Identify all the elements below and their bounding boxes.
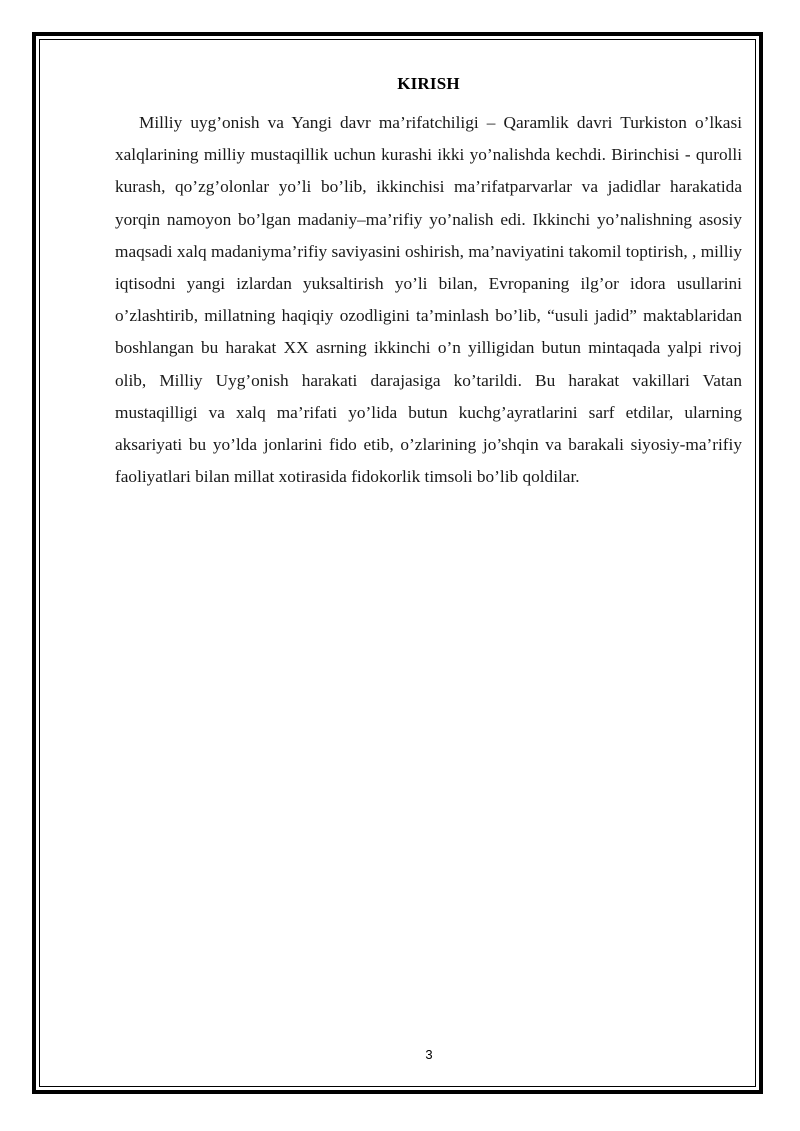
section-title: KIRISH (397, 74, 460, 93)
page-content (115, 74, 742, 493)
body-paragraph: Milliy uyg’onish va Yangi davr ma’rifatchiligi – Qaramlik davri Turkiston o’lkasi xalqlarining milliy mustaqillik uchun kurashi ikki yo’nalishda kechdi. Birinchisi - qurolli kurash, qo’zg’olonlar yo’li bo’lib, ikkinchisi ma’rifatparvarlar va jadidlar harakatida yorqin namoyon bo’lgan madaniy–ma’rifiy yo’nalish edi. Ikkinchi yo’nalishning asosiy maqsadi xalq madaniyma’rifiy saviyasini oshirish, ma’naviyatini takomil toptirish, , milliy iqtisodni yangi izlardan yuksaltirish yo’li bilan, Evropaning ilg’or idora usullarini o’zlashtirib, millatning haqiqiy ozodligini ta’minlash bo’lib, “usuli jadid” maktablaridan boshlangan bu harakat XX asrning ikkinchi o’n yilligidan butun mintaqada yalpi rivoj olib, Milliy Uyg’onish harakati darajasiga ko’tarildi. Bu harakat vakillari Vatan mustaqilligi va xalq ma’rifati yo’lida butun kuchg’ayratlarini sarf etdilar, ularning aksariyati bu yo’lda jonlarini fido etib, o’zlarining jo’shqin va barakali siyosiy-ma’rifiy faoliyatlari bilan millat xotirasida fidokorlik timsoli bo’lib qoldilar. (115, 113, 742, 487)
page-number: 3 (425, 1047, 433, 1062)
